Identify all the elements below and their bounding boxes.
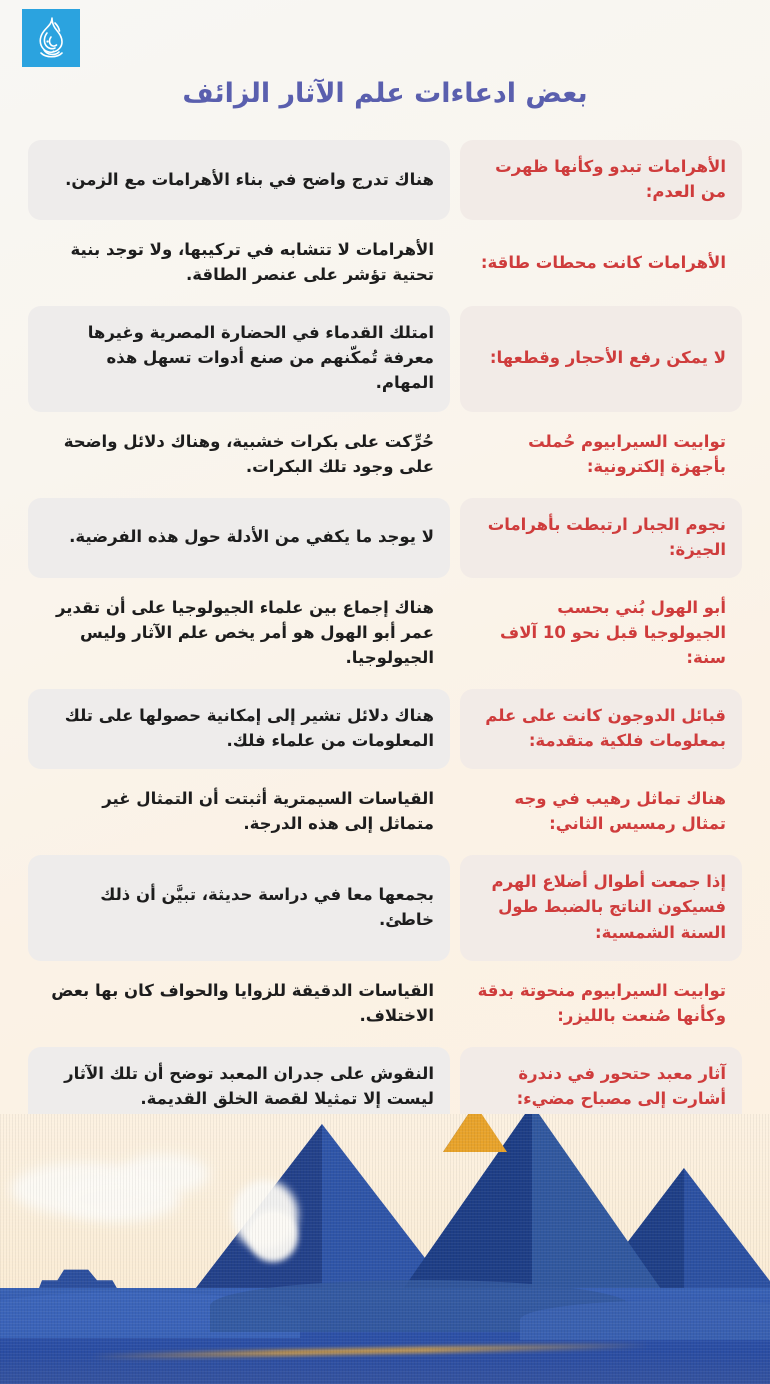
claim-text: لا يمكن رفع الأحجار وقطعها: bbox=[460, 306, 742, 411]
answer-text: هناك دلائل تشير إلى إمكانية حصولها على تلك المعلومات من علماء فلك. bbox=[28, 689, 450, 769]
claim-row bbox=[0, 140, 770, 220]
claim-text: إذا جمعت أطوال أضلاع الهرم فسيكون الناتج بالضبط طول السنة الشمسية: bbox=[460, 855, 742, 960]
claim-text: نجوم الجبار ارتبطت بأهرامات الجيزة: bbox=[460, 498, 742, 578]
answer-text: امتلك القدماء في الحضارة المصرية وغيرها معرفة تُمكّنهم من صنع أدوات تسهل هذه المهام. bbox=[28, 306, 450, 411]
claim-text: الأهرامات كانت محطات طاقة: bbox=[480, 252, 726, 272]
answer-text: القياسات السيمترية أثبتت أن التمثال غير متماثل إلى هذه الدرجة. bbox=[102, 789, 434, 834]
answer-text: القياسات الدقيقة للزوايا والحواف كان بها بعض الاختلاف. bbox=[51, 980, 434, 1025]
cloud-over-pyramid bbox=[248, 1210, 298, 1262]
claim-row bbox=[0, 223, 770, 303]
page-title: بعض ادعاءات علم الآثار الزائف bbox=[182, 78, 588, 109]
dune bbox=[520, 1300, 770, 1340]
pyramid-golden-cap bbox=[443, 1114, 507, 1152]
claim-row bbox=[0, 498, 770, 578]
header bbox=[0, 0, 770, 140]
answer-text: هناك إجماع بين علماء الجيولوجيا على أن تقدير عمر أبو الهول هو أمر يخص علم الآثار وليس الجيولوجيا. bbox=[56, 597, 434, 668]
claims-list bbox=[0, 140, 770, 1127]
claim-row bbox=[0, 306, 770, 411]
al-jazeera-flame-icon bbox=[31, 16, 71, 60]
claim-text: الأهرامات تبدو وكأنها ظهرت من العدم: bbox=[460, 140, 742, 220]
claim-text: توابيت السيرابيوم حُملت بأجهزة إلكترونية: bbox=[528, 431, 726, 476]
answer-text: هناك تدرج واضح في بناء الأهرامات مع الزمن. bbox=[28, 140, 450, 220]
claim-row bbox=[0, 689, 770, 769]
claim-text: هناك تماثل رهيب في وجه تمثال رمسيس الثاني: bbox=[514, 789, 726, 834]
claim-text: توابيت السيرابيوم منحوتة بدقة وكأنها صُنعت بالليزر: bbox=[477, 980, 726, 1025]
answer-text: النقوش على جدران المعبد توضح أن تلك الآثار ليست إلا تمثيلا لقصة الخلق القديمة. bbox=[28, 1047, 450, 1127]
claim-text: قبائل الدوجون كانت على علم بمعلومات فلكية متقدمة: bbox=[460, 689, 742, 769]
answer-text: بجمعها معا في دراسة حديثة، تبيَّن أن ذلك خاطئ. bbox=[28, 855, 450, 960]
answer-text: حُرِّكت على بكرات خشبية، وهناك دلائل واضحة على وجود تلك البكرات. bbox=[63, 431, 434, 476]
al-jazeera-logo bbox=[22, 9, 80, 67]
claim-row bbox=[0, 581, 770, 686]
claim-row bbox=[0, 772, 770, 852]
giza-pyramids-illustration bbox=[0, 1114, 770, 1384]
claim-row bbox=[0, 415, 770, 495]
claim-text: أبو الهول بُني بحسب الجيولوجيا قبل نحو 10 آلاف سنة: bbox=[500, 597, 726, 668]
claim-row bbox=[0, 855, 770, 960]
claim-row bbox=[0, 964, 770, 1044]
claim-text: آثار معبد حتحور في دندرة أشارت إلى مصباح مضيء: bbox=[460, 1047, 742, 1127]
answer-text: لا يوجد ما يكفي من الأدلة حول هذه الفرضية. bbox=[28, 498, 450, 578]
answer-text: الأهرامات لا تتشابه في تركيبها، ولا توجد بنية تحتية تؤشر على عنصر الطاقة. bbox=[70, 240, 434, 285]
